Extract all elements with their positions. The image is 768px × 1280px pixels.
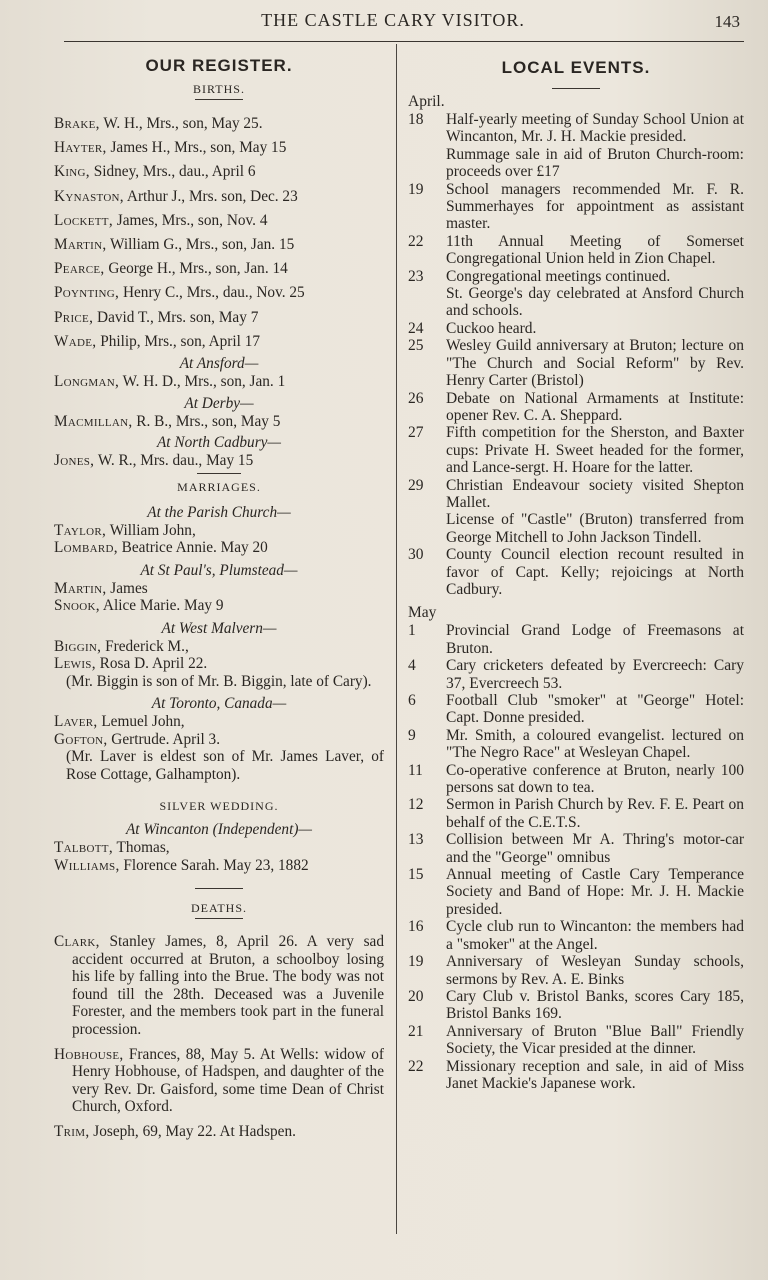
entry-detail: Philip, Mrs., son, April 17 [96, 332, 260, 350]
surname: Clark, [54, 933, 100, 951]
event-text: Mr. Smith, a coloured evangelist. lectured on "The Negro Race" at Wesleyan Chapel. [446, 726, 744, 762]
marriage-entry [54, 619, 384, 691]
column-divider [396, 44, 397, 1234]
birth-entry [54, 452, 384, 470]
births-heading: BIRTHS. [193, 82, 245, 96]
event-text: Debate on National Armaments at Institute: opener Rev. C. A. Sheppard. [446, 389, 744, 424]
event-entry [408, 546, 744, 598]
event-day: 30 [408, 546, 424, 564]
event-day: 18 [408, 111, 424, 128]
event-entry [408, 337, 744, 389]
event-text: Provincial Grand Lodge of Freemasons at Bruton. [446, 622, 744, 657]
entry-detail: Henry C., Mrs., dau., Nov. 25 [119, 284, 305, 302]
entry-detail: Alice Marie. May 9 [99, 597, 224, 615]
surname: Talbott, [54, 839, 113, 857]
entry-detail: Frederick M., [101, 637, 189, 655]
birth-entry [54, 209, 384, 233]
surname: Jones, [54, 452, 95, 470]
births-rule [195, 99, 243, 100]
event-entry [408, 866, 744, 918]
birth-entry [54, 257, 384, 281]
event-entry [408, 111, 744, 146]
event-entry [408, 268, 744, 285]
event-text: Anniversary of Wesleyan Sunday schools, sermons by Rev. A. E. Binks [446, 953, 744, 988]
event-text: Collision between Mr A. Thring's motor-car and the "George" omnibus [446, 831, 744, 866]
surname: Taylor, [54, 521, 107, 539]
entry-detail: Sidney, Mrs., dau., April 6 [89, 163, 256, 181]
event-text: Football Club "smoker" at "George" Hotel: Capt. Donne presided. [446, 692, 744, 727]
surname: Brake, [54, 115, 100, 132]
marriages-list [54, 503, 384, 784]
event-text: License of "Castle" (Bruton) transferred from George Mitchell to John Jackson Tindell. [446, 511, 744, 546]
entry-detail: Florence Sarah. May 23, 1882 [119, 856, 309, 874]
header-rule [64, 41, 744, 42]
running-title: THE CASTLE CARY VISITOR. [261, 10, 525, 30]
deaths-rule [195, 918, 243, 919]
entry-detail: Beatrice Annie. May 20 [117, 539, 268, 557]
event-day: 20 [408, 987, 424, 1005]
entry-detail: George H., Mrs., son, Jan. 14 [104, 260, 288, 278]
event-day: 6 [408, 692, 416, 709]
entry-detail: William John, [106, 521, 196, 539]
surname: Wade, [54, 332, 97, 350]
deaths-list [54, 933, 384, 1141]
marriage-line [54, 522, 384, 540]
surname: Hobhouse, [54, 1045, 124, 1063]
may-events-list [408, 622, 744, 1092]
entry-detail: Joseph, 69, May 22. At Hadspen. [89, 1122, 296, 1140]
births-end-rule [197, 473, 241, 474]
page-number: 143 [714, 12, 740, 31]
marriage-entry [54, 503, 384, 557]
entry-detail: W. H. D., Mrs., son, Jan. 1 [119, 373, 286, 391]
death-entry [54, 1046, 384, 1116]
birth-place: At Ansford— [179, 355, 259, 373]
surname: Longman, [54, 373, 120, 391]
event-text: Cary cricketers defeated by Evercreech: Cary 37, Evercreech 53. [446, 657, 744, 692]
event-text: County Council election recount resulted in favor of Capt. Kelly; rejoicings at North Cadbury. [446, 546, 744, 598]
event-day: 26 [408, 389, 424, 407]
entry-detail: W. R., Mrs. dau., May 15 [94, 452, 254, 470]
event-text: Co-operative conference at Bruton, nearly 100 persons sat down to tea. [446, 761, 744, 797]
surname: Trim, [54, 1122, 90, 1140]
marriage-place: At Toronto, Canada— [151, 695, 287, 713]
event-day: 9 [408, 726, 416, 744]
event-text: Fifth competition for the Sherston, and Baxter cups: Private H. Sweet headed for the former, and Lance-sergt. H. Hoare for the latter. [446, 424, 744, 477]
event-text: Annual meeting of Castle Cary Temperance Society and Band of Hope: Mr. J. H. Mackie presided. [446, 866, 744, 918]
birth-entry [54, 330, 384, 354]
surname: Gofton, [54, 730, 108, 748]
marriage-line [54, 731, 384, 749]
may-label: May [408, 604, 437, 622]
event-entry [408, 233, 744, 268]
event-text: Anniversary of Bruton "Blue Ball" Friendly Society, the Vicar presided at the dinner. [446, 1022, 744, 1058]
april-label: April. [408, 93, 445, 110]
deaths-heading: DEATHS. [190, 901, 247, 916]
marriage-place: At St Paul's, Plumstead— [140, 561, 298, 579]
birth-entry [54, 112, 384, 136]
marriage-line [54, 713, 384, 731]
event-day: 22 [408, 232, 424, 250]
event-entry [408, 796, 744, 831]
silver-wedding-line [54, 857, 384, 875]
surname: Pearce, [54, 260, 105, 278]
event-text: Missionary reception and sale, in aid of Miss Janet Mackie's Japanese work. [446, 1057, 744, 1092]
april-events-list [408, 111, 744, 598]
entry-detail: James [106, 579, 148, 597]
silver-wedding-place: At Wincanton (Independent)— [125, 821, 313, 839]
register-column [54, 52, 384, 1148]
surname: Laver, [54, 713, 98, 731]
event-day [408, 511, 446, 546]
event-day: 19 [408, 953, 424, 971]
births-list [54, 112, 384, 354]
surname: Macmillan, [54, 412, 133, 430]
events-column [408, 52, 744, 1092]
birth-entry [54, 185, 384, 209]
entry-detail: Lemuel John, [97, 713, 185, 731]
marriage-line [54, 655, 384, 673]
event-entry [408, 390, 744, 425]
event-day: 25 [408, 337, 424, 355]
event-text: Christian Endeavour society visited Shepton Mallet. [446, 476, 744, 511]
event-day: 23 [408, 267, 424, 285]
register-heading: OUR REGISTER. [145, 56, 293, 75]
death-entry [54, 933, 384, 1039]
entry-detail: Arthur J., Mrs. son, Dec. 23 [123, 187, 298, 205]
marriage-line [54, 580, 384, 598]
surname: Biggin, [54, 637, 102, 655]
event-day: 21 [408, 1022, 424, 1040]
entry-detail: Thomas, [112, 839, 170, 857]
event-entry [408, 1058, 744, 1093]
surname: Poynting, [54, 284, 120, 302]
event-text: St. George's day celebrated at Ansford Church and schools. [446, 285, 744, 320]
event-text: Sermon in Parish Church by Rev. F. E. Peart on behalf of the C.E.T.S. [446, 796, 744, 831]
page-header [0, 4, 768, 38]
event-entry [408, 320, 744, 337]
event-day [408, 146, 446, 181]
event-day: 4 [408, 657, 416, 675]
surname: Snook, [54, 597, 100, 615]
marriage-entry [54, 561, 384, 615]
entry-detail: Stanley James, 8, April 26. A very sad accident occurred at Bruton, a schoolboy losing his life by falling into the Brue. The body was not found till the 28th. Deceased was a Juvenile Forester, and the members took part in the funeral procession. [72, 933, 384, 1038]
event-day: 27 [408, 424, 424, 442]
surname: Kynaston, [54, 187, 124, 205]
birth-entry [54, 373, 384, 391]
birth-entry [54, 160, 384, 184]
events-heading: LOCAL EVENTS. [501, 58, 651, 77]
event-entry [408, 285, 744, 320]
entry-detail: Frances, 88, May 5. At Wells: widow of Henry Hobhouse, of Hadspen, and daughter of the very Rev. Dr. Gaisford, some time Dean of Christ Church, Oxford. [72, 1045, 384, 1116]
event-entry [408, 146, 744, 181]
surname: Lockett, [54, 211, 113, 229]
event-text: Cuckoo heard. [446, 319, 537, 337]
event-entry [408, 477, 744, 512]
event-day: 16 [408, 918, 424, 936]
death-entry [54, 1123, 384, 1141]
surname: Martin, [54, 236, 107, 254]
event-entry [408, 692, 744, 727]
event-day: 19 [408, 180, 424, 198]
entry-detail: W. H., Mrs., son, May 25. [99, 115, 263, 132]
event-entry [408, 762, 744, 797]
event-text: Half-yearly meeting of Sunday School Union at Wincanton, Mr. J. H. Mackie presided. [446, 111, 744, 146]
event-entry [408, 511, 744, 546]
event-day: 15 [408, 866, 424, 884]
birth-entry [54, 136, 384, 160]
birth-place: At North Cadbury— [156, 434, 282, 452]
event-entry [408, 831, 744, 866]
marriage-line [54, 539, 384, 557]
birth-place: At Derby— [184, 394, 254, 412]
event-entry [408, 622, 744, 657]
marriage-note: (Mr. Laver is eldest son of Mr. James Laver, of Rose Cottage, Galhampton). [66, 748, 384, 783]
event-entry [408, 727, 744, 762]
event-text: Congregational meetings continued. [446, 267, 671, 285]
event-day: 24 [408, 319, 424, 337]
silver-wedding-heading: SILVER WEDDING. [159, 799, 279, 814]
entry-detail: William G., Mrs., son, Jan. 15 [106, 236, 295, 254]
entry-detail: David T., Mrs. son, May 7 [93, 308, 259, 326]
event-text: Rummage sale in aid of Bruton Church-room: proceeds over £17 [446, 145, 744, 181]
silver-wedding-rule [195, 888, 243, 889]
event-day: 22 [408, 1057, 424, 1075]
event-day: 29 [408, 476, 424, 494]
surname: Williams, [54, 856, 120, 874]
surname: Hayter, [54, 139, 107, 157]
marriage-entry [54, 694, 384, 783]
event-text: Cycle club run to Wincanton: the members had a "smoker" at the Angel. [446, 918, 744, 953]
event-text: Cary Club v. Bristol Banks, scores Cary 185, Bristol Banks 169. [446, 987, 744, 1023]
birth-entry [54, 413, 384, 431]
event-text: 11th Annual Meeting of Somerset Congregational Union held in Zion Chapel. [446, 232, 744, 268]
event-entry [408, 988, 744, 1023]
entry-detail: Gertrude. April 3. [107, 730, 221, 748]
event-text: Wesley Guild anniversary at Bruton; lecture on "The Church and Social Reform" by Rev. Henry Carter (Bristol) [446, 337, 744, 390]
marriage-line [54, 597, 384, 615]
marriages-heading: MARRIAGES. [177, 479, 261, 494]
surname: Price, [54, 308, 94, 326]
birth-elsewhere-entry [54, 354, 384, 391]
marriage-place: At West Malvern— [161, 619, 277, 637]
event-entry [408, 424, 744, 476]
event-entry [408, 918, 744, 953]
event-entry [408, 953, 744, 988]
event-entry [408, 181, 744, 233]
births-elsewhere-list [54, 354, 384, 470]
event-entry [408, 1023, 744, 1058]
entry-detail: R. B., Mrs., son, May 5 [132, 412, 281, 430]
event-text: School managers recommended Mr. F. R. Summerhayes for appointment as assistant master. [446, 180, 744, 233]
marriage-line [54, 638, 384, 656]
birth-entry [54, 233, 384, 257]
event-day: 13 [408, 831, 424, 849]
birth-elsewhere-entry [54, 433, 384, 470]
surname: Martin, [54, 579, 107, 597]
entry-detail: Rosa D. April 22. [95, 655, 208, 673]
surname: Lombard, [54, 539, 118, 557]
event-day [408, 285, 446, 320]
event-entry [408, 657, 744, 692]
silver-wedding-entry [54, 820, 384, 874]
event-day: 1 [408, 622, 416, 640]
event-day: 11 [408, 761, 423, 779]
marriage-note: (Mr. Biggin is son of Mr. B. Biggin, late of Cary). [66, 672, 372, 690]
marriage-place: At the Parish Church— [147, 503, 291, 521]
birth-elsewhere-entry [54, 394, 384, 431]
surname: Lewis, [54, 655, 96, 673]
events-rule [552, 88, 600, 89]
silver-wedding-line [54, 839, 384, 857]
birth-entry [54, 281, 384, 305]
surname: King, [54, 163, 90, 181]
event-day: 12 [408, 796, 424, 814]
entry-detail: James, Mrs., son, Nov. 4 [112, 211, 268, 229]
entry-detail: James H., Mrs., son, May 15 [106, 139, 287, 157]
birth-entry [54, 306, 384, 330]
